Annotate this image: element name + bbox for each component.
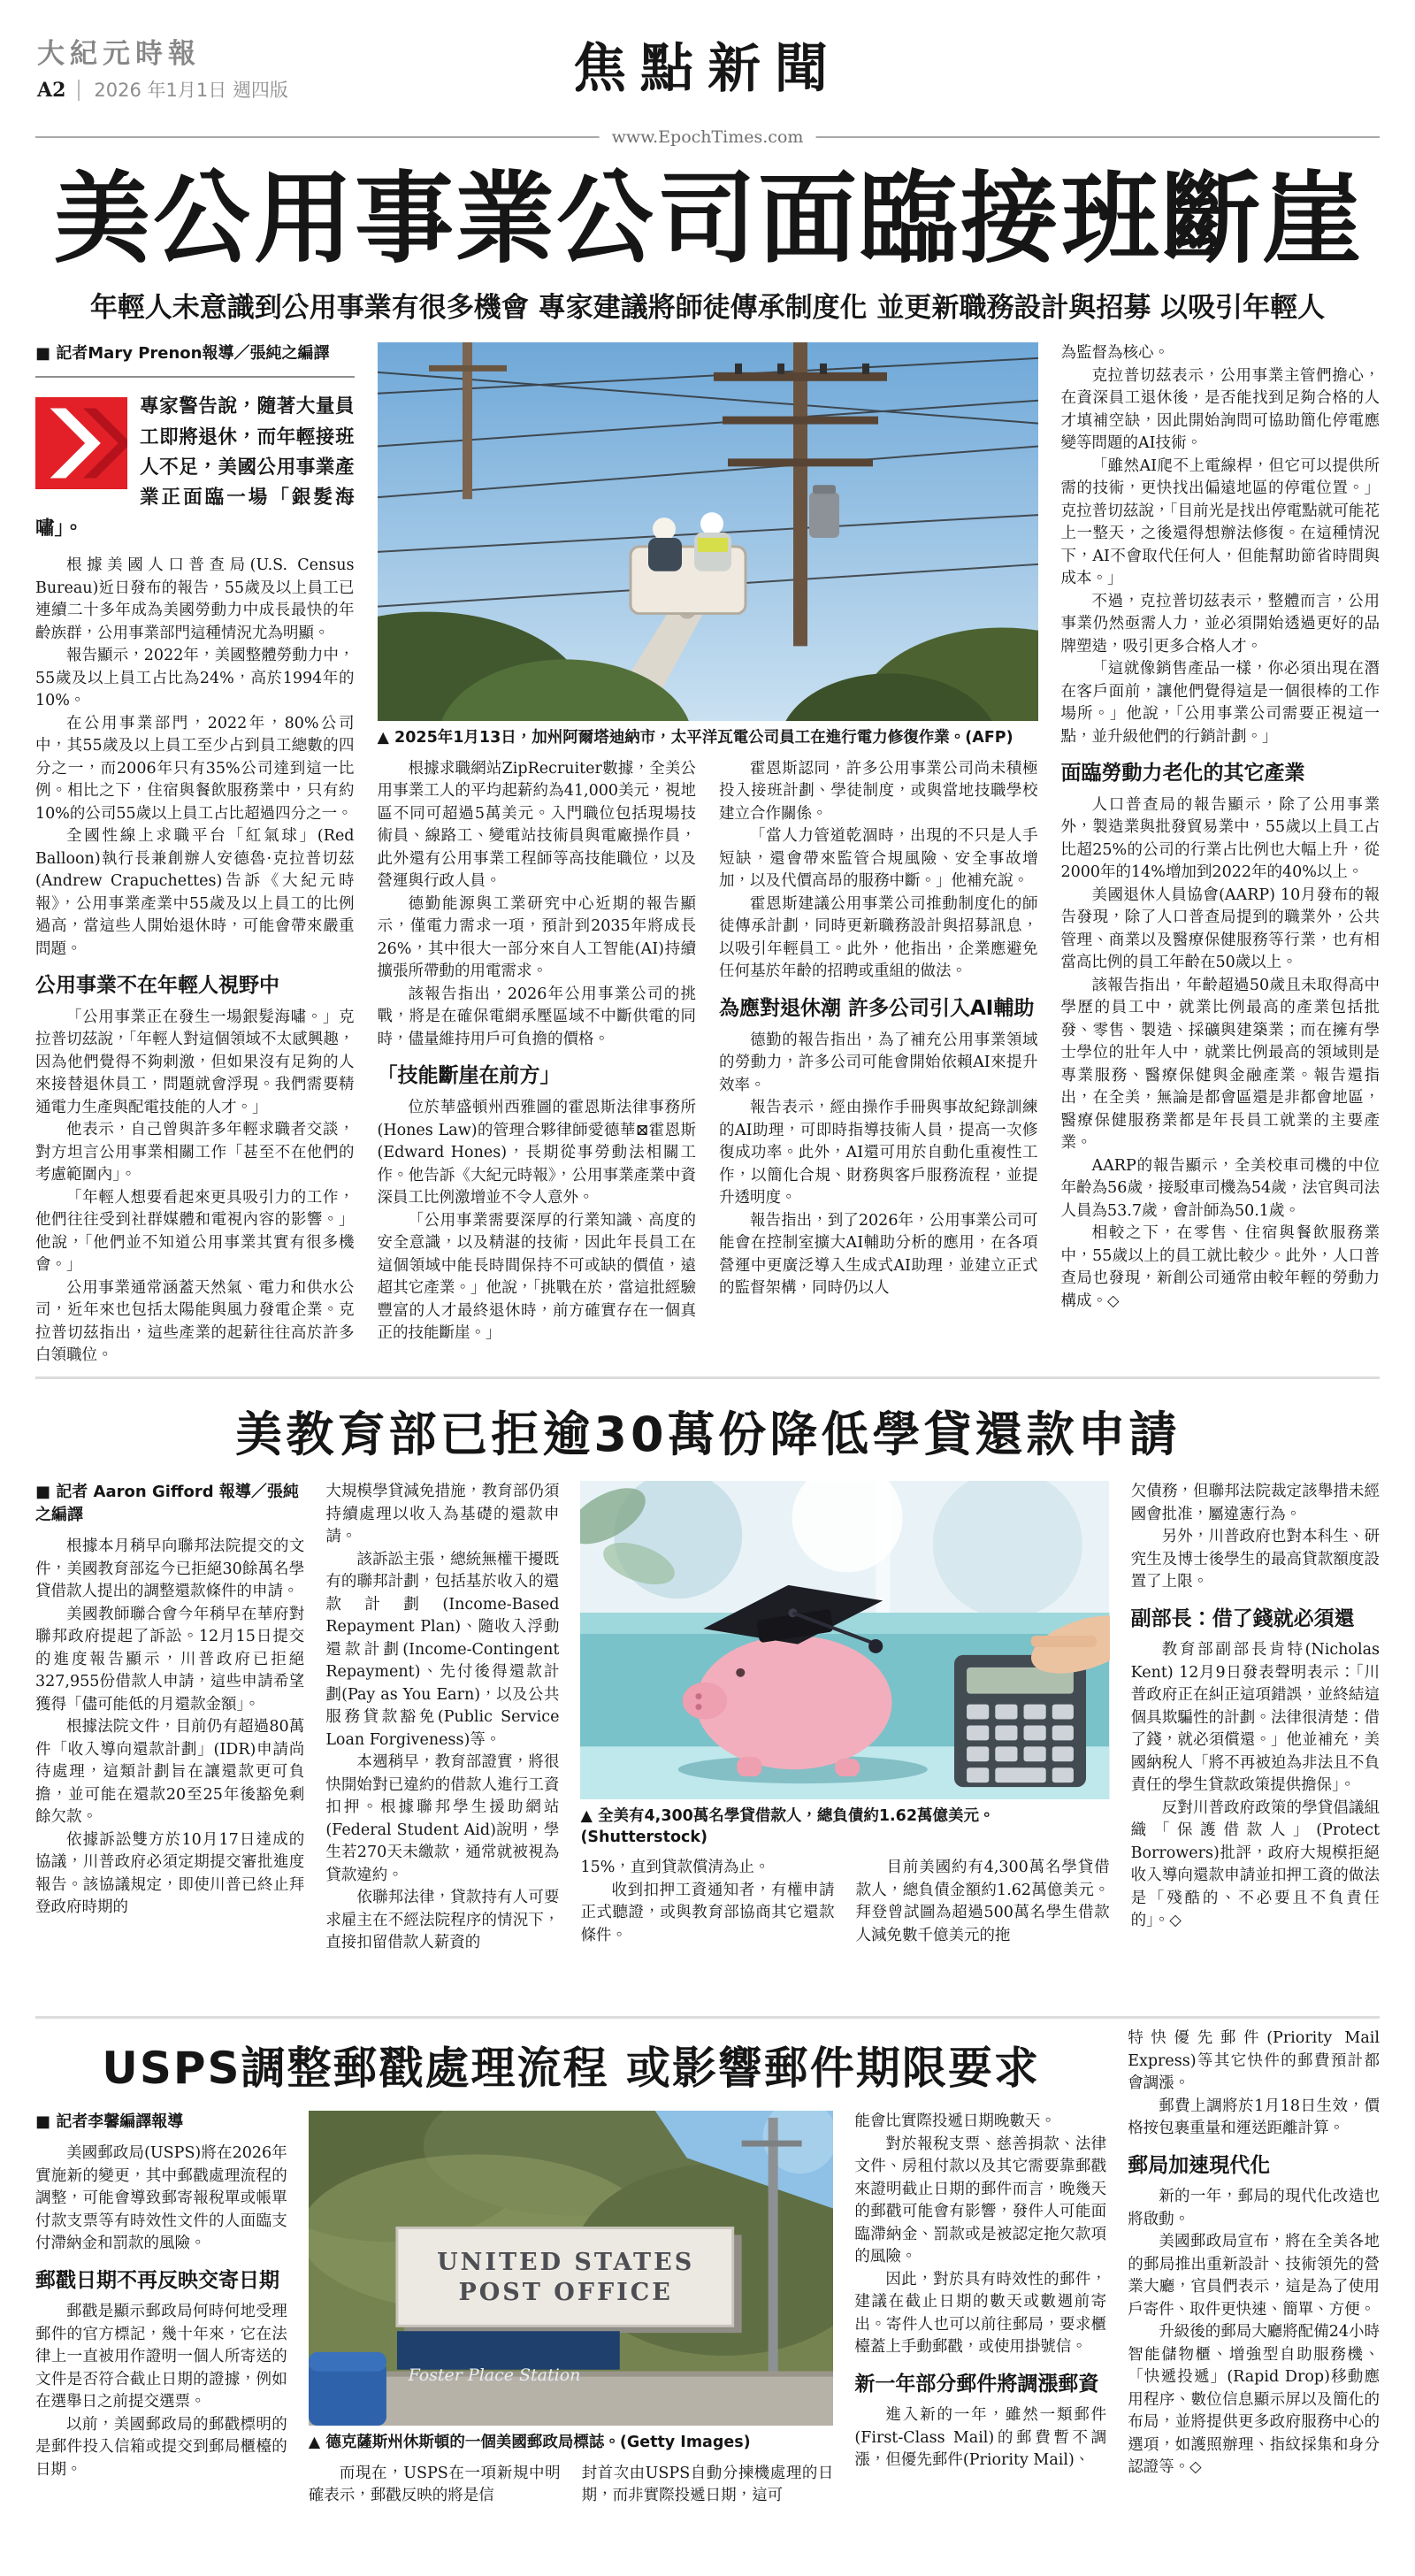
- article2-byline: ■ 記者 Aaron Gifford 報導／張純之編譯: [35, 1483, 299, 1525]
- paragraph: 大規模學貸減免措施，教育部仍須持續處理以收入為基礎的還款申請。: [325, 1483, 560, 1545]
- article1-column-1: [35, 342, 355, 1368]
- article1-lead: [35, 392, 355, 544]
- article2-photo-block: [580, 1481, 1109, 1857]
- paragraph: 「當人力管道乾涸時，出現的不只是人手短缺，還會帶來監管合規風險、安全事故增加，以及代價高昂的服務中斷。」他補充說。: [719, 827, 1038, 891]
- utility-workers-photo: [378, 342, 1038, 721]
- paragraph: 公用事業通常涵蓋天然氣、電力和供水公司，近年來也包括太陽能與風力發電企業。克拉普切茲指出，這些產業的起薪往往高於許多白領職位。: [35, 1278, 355, 1365]
- paragraph: 以前，美國郵政局的郵戳標明的是郵件投入信箱或提交到郵局櫃檯的日期。: [35, 2415, 287, 2479]
- paragraph: 教育部副部長肯特(Nicholas Kent) 12月9日發表聲明表示：「川普政府正在糾正這項錯誤，並終結這個具欺騙性的計劃。法律很清楚：借了錢，就必須償還。」他並補充，美國納稅人「將不再被迫為非法且不負責任的學生貸款政策提供擔保」。: [1130, 1641, 1380, 1795]
- article2-body: [35, 1388, 1380, 1955]
- paragraph: 他表示，自己曾與許多年輕求職者交談，對方坦言公用事業相關工作「甚至不在他們的考慮範圍內」。: [35, 1121, 355, 1184]
- paragraph: 德勤能源與工業研究中心近期的報告顯示，僅電力需求一項，預計到2035年將成長26%，其中很大一部分來自人工智能(AI)持續擴張所帶動的用電需求。: [377, 894, 696, 981]
- article3-byline: ■ 記者李馨編譯報導: [35, 2112, 184, 2131]
- masthead-left: [37, 39, 288, 103]
- article1-lead-text: 專家警告說，隨著大量員工即將退休，而年輕接班人不足，美國公用事業產業正面臨一場「銀髮海嘯」。: [35, 395, 355, 540]
- paragraph: 「這就像銷售產品一樣，你必須出現在潛在客戶面前，讓他們覺得這是一個很棒的工作場所。」他說，「公用事業公司需要正視這一點，並升級他們的行銷計劃。」: [1060, 660, 1380, 746]
- article2-column-1: [35, 1481, 304, 1955]
- article3-body: [35, 2028, 1380, 2508]
- paragraph: 「公用事業需要深厚的行業知識、高度的安全意識，以及精湛的技術，因此年長員工在這個領域中能長時間保持不可或缺的價值，遠超其它產業。」他說，「挑戰在於，當這批經驗豐富的人才最終退休時，前方確實存在一個真正的技能斷崖。」: [377, 1211, 696, 1343]
- article3-column-3: [582, 2463, 834, 2508]
- paragraph: 因此，對於具有時效性的郵件，建議在截止日期的數天或數週前寄出。寄件人也可以前往郵局，要求櫃檯蓋上手動郵戳，或使用掛號信。: [854, 2270, 1107, 2356]
- article3-subhead-3: 郵局加速現代化: [1128, 2153, 1271, 2177]
- article2-column-5: [1131, 1481, 1380, 1955]
- paragraph: 該訴訟主張，總統無權干擾既有的聯邦計劃，包括基於收入的還款計劃(Income-Based Repayment Plan)、隨收入浮動還款計劃(Income-Contingent Repayment)、先付後得還款計劃(Pay as You Earn)，以及公共服務貸款豁免(Public Service Loan Forgiveness)等。: [325, 1550, 560, 1749]
- article3-photo-block: [309, 2111, 834, 2463]
- article1-photo-caption: ▲ 2025年1月13日，加州阿爾塔迪納市，太平洋瓦電公司員工在進行電力修復作業。(AFP): [377, 729, 1013, 748]
- paragraph: 郵費上調將於1月18日生效，價格按包裹重量和運送距離計算。: [1128, 2097, 1380, 2137]
- article1-byline: ■ 記者Mary Prenon報導／張純之編譯: [35, 342, 355, 378]
- paragraph: 報告顯示，2022年，美國整體勞動力中，55歲及以上員工占比為24%，高於1994年的10%。: [35, 647, 355, 710]
- post-office-sign-text: UNITED STATES POST OFFICE: [437, 2249, 695, 2306]
- paragraph: 報告表示，經由操作手冊與事故紀錄訓練的AI助理，可即時指導技術人員，提高一次修復成功率。此外，AI還可用於自動化重複性工作，以簡化合規、財務與客戶服務流程，並提升透明度。: [719, 1099, 1038, 1208]
- paragraph: 依據訴訟雙方於10月17日達成的協議，川普政府必須定期提交審批進度報告。該協議規定，即使川普已終止拜登政府時期的: [35, 1830, 305, 1917]
- paragraph: 德勤的報告指出，為了補充公用事業領域的勞動力，許多公司可能會開始依賴AI來提升效率。: [719, 1031, 1038, 1094]
- paragraph: 新的一年，郵局的現代化改造也將啟動。: [1128, 2188, 1380, 2228]
- article-utilities: [35, 147, 1380, 1368]
- article2-column-3: [580, 1857, 834, 1954]
- page-number: A2: [37, 79, 66, 103]
- paragraph: 根據求職網站ZipRecruiter數據，全美公用事業工人的平均起薪約為41,000美元，視地區不同可超過5萬美元。入門職位包括現場技術員、線路工、變電站技術員與電廠操作員，此外還有公用事業工程師等高技能職位，以及營運與行政人員。: [377, 759, 696, 891]
- article2-subhead-1: 副部長：借了錢就必須還: [1130, 1606, 1355, 1630]
- paragraph: 15%，直到貸款償清為止。: [580, 1859, 770, 1877]
- article2-photo-caption: ▲ 全美有4,300萬名學貸借款人，總負債約1.62萬億美元。(Shutterstock): [580, 1807, 995, 1846]
- paragraph: 進入新的一年，雖然一類郵件(First-Class Mail)的郵費暫不調漲，但優先郵件(Priority Mail)、: [854, 2406, 1107, 2470]
- piggy-bank-photo: [580, 1481, 1109, 1799]
- article1-photo-block: [378, 342, 1038, 758]
- paragraph: 美國教師聯合會今年稍早在華府對聯邦政府提起了訴訟。12月15日提交的進度報告顯示，川普政府已拒絕327,955份借款人申請，這些申請希望獲得「儘可能低的月還款金額」。: [35, 1605, 305, 1714]
- paragraph: 依聯邦法律，貸款持有人可要求雇主在不經法院程序的情況下，直接扣留借款人薪資的: [325, 1889, 560, 1951]
- article1-deck: 年輕人未意識到公用事業有很多機會 專家建議將師徒傳承制度化 並更新職務設計與招募 以吸引年輕人: [89, 292, 1326, 325]
- article1-column-2: [378, 758, 697, 1368]
- page-info: [37, 76, 288, 103]
- paragraph: 對於報稅支票、慈善捐款、法律文件、房租付款以及其它需要靠郵戳來證明截止日期的郵件而言，晚幾天的郵戳可能會有影響，發件人可能面臨滯納金、罰款或是被認定拖欠款項的風險。: [854, 2135, 1107, 2266]
- article3-column-2: [309, 2463, 561, 2508]
- paragraph: 霍恩斯建議公用事業公司推動制度化的師徒傳承計劃，同時更新職務設計與招募訊息，以吸引年輕員工。此外，他指出，企業應避免任何基於年齡的招聘或重組的做法。: [719, 894, 1038, 981]
- article3-headline: USPS調整郵戳處理流程 或影響郵件期限要求: [102, 2043, 1040, 2094]
- paragraph: 根據法院文件，目前仍有超過80萬件「收入導向還款計劃」(IDR)申請尚待處理，這類計劃旨在讓還款更可負擔，並可能在還款20至25年後豁免剩餘欠款。: [35, 1718, 305, 1827]
- epoch-arrow-icon-svg: [35, 397, 127, 489]
- article3-column-5: [1128, 2028, 1380, 2508]
- paragraph: 而現在，USPS在一項新規中明確表示，郵戳反映的將是信: [308, 2464, 561, 2505]
- paragraph: 目前美國約有4,300萬名學貸借款人，總負債金額約1.62萬億美元。拜登曾試圖為超過500萬名學生借款人減免數千億美元的拖: [855, 1859, 1110, 1944]
- article1-subhead-3: 為應對退休潮 許多公司引入AI輔助: [719, 996, 1035, 1020]
- paragraph: 為監督為核心。: [1060, 344, 1169, 363]
- article1-body: [35, 342, 1380, 1368]
- paragraph: 特快優先郵件(Priority Mail Express)等其它快件的郵費預計都會調漲。: [1128, 2029, 1380, 2092]
- article3-photo-caption: ▲ 德克薩斯州休斯頓的一個美國郵政局標誌。(Getty Images): [308, 2434, 751, 2451]
- paragraph: 收到扣押工資通知者，有權申請正式聽證，或與教育部協商其它還款條件。: [580, 1881, 835, 1944]
- paragraph: 在公用事業部門，2022年，80%公司中，其55歲及以上員工至少占到員工總數的四分之一，而2006年只有35%公司達到這一比例。相比之下，住宿與餐飲服務業中，只有約10%的公司55歲以上員工占比超過四分之一。: [35, 714, 355, 823]
- paragraph: 「公用事業正在發生一場銀髮海嘯。」克拉普切茲說，「年輕人對這個領域不太感興趣，因為他們覺得不夠刺激，但如果沒有足夠的人來接替退休員工，問題就會浮現。我們需要精通電力生產與配電技能的人才。」: [35, 1008, 355, 1116]
- article-usps: [35, 2028, 1380, 2576]
- paragraph: 根據本月稍早向聯邦法院提交的文件，美國教育部迄今已拒絕30餘萬名學貸借款人提出的調整還款條件的申請。: [35, 1537, 305, 1601]
- paragraph: 位於華盛頓州西雅圖的霍恩斯法律事務所(Hones Law)的管理合夥律師愛德華⊠霍恩斯(Edward Hones)，長期從事勞動法相關工作。他告訴《大紀元時報》，公用事業產業中資深員工比例激增並不令人意外。: [377, 1099, 696, 1208]
- section-divider: [35, 2016, 1380, 2019]
- article2-column-2: [325, 1481, 559, 1955]
- paragraph: 全國性線上求職平台「紅氣球」(Red Balloon)執行長兼創辦人安德魯·克拉普切茲(Andrew Crapuchettes)告訴《大紀元時報》，公用事業產業中55歲及以上員工的比例過高，當這些人開始退休時，可能會帶來嚴重問題。: [35, 827, 355, 958]
- paragraph: 反對川普政府政策的學貸倡議組織「保護借款人」(Protect Borrowers)批評，政府大規模拒絕收入導向還款申請並扣押工資的做法是「殘酷的、不必要且不負責任的」。◇: [1130, 1798, 1380, 1930]
- paragraph: 霍恩斯認同，許多公用事業公司尚未積極投入接班計劃、學徒制度，或與當地技職學校建立合作關係。: [719, 759, 1038, 823]
- article1-headline: 美公用事業公司面臨接班斷崖: [52, 161, 1363, 277]
- newspaper-logo: 大紀元時報: [37, 38, 201, 70]
- paragraph: 能會比實際投遞日期晚數天。: [854, 2112, 1056, 2130]
- paragraph: 「年輕人想要看起來更具吸引力的工作，他們往往受到社群媒體和電視內容的影響。」他說，「他們並不知道公用事業其實有很多機會。」: [35, 1188, 355, 1275]
- paragraph: 美國退休人員協會(AARP) 10月發布的報告發現，除了人口普查局提到的職業外，公共管理、商業以及醫療保健服務等行業，也有相當高比例的員工年齡在50歲以上。: [1060, 886, 1380, 972]
- paragraph: 本週稍早，教育部證實，將很快開始對已違約的借款人進行工資扣押。根據聯邦學生援助網站(Federal Student Aid)說明，學生若270天未繳款，通常就被視為貸款違約。: [325, 1753, 560, 1884]
- article2-headline: 美教育部已拒逾30萬份降低學貸還款申請: [234, 1407, 1181, 1462]
- masthead: [35, 0, 1380, 147]
- article-student-loans: [35, 1388, 1380, 2007]
- article2-column-4: [856, 1857, 1110, 1954]
- paragraph: 另外，川普政府也對本科生、研究生及博士後學生的最高貸款額度設置了上限。: [1130, 1528, 1380, 1591]
- epoch-arrow-icon: [35, 397, 127, 489]
- article3-subhead-1: 郵戳日期不再反映交寄日期: [35, 2268, 279, 2292]
- article1-column-4: [1061, 342, 1381, 1368]
- paragraph: 「雖然AI爬不上電線桿，但它可以提供所需的技術，更快找出偏遠地區的停電位置。」克拉普切茲說，「目前光是找出停電點就可能花上一整天，之後還得想辦法修復。在這種情況下，AI不會取代任何人，但能幫助節省時間與成本。」: [1060, 456, 1380, 588]
- paragraph: 報告指出，到了2026年，公用事業公司可能會在控制室擴大AI輔助分析的應用，在各項營運中更廣泛導入生成式AI助理，並建立正式的監督架構，同時仍以人: [719, 1211, 1038, 1298]
- paragraph: AARP的報告顯示，全美校車司機的中位年齡為56歲，接駁車司機為54歲，法官與司法人員為53.7歲，會計師為50.1歲。: [1060, 1156, 1380, 1220]
- station-sign-text: Foster Place Station: [408, 2365, 581, 2386]
- article1-subhead-1: 公用事業不在年輕人視野中: [35, 974, 279, 998]
- article1-subhead-2: 「技能斷崖在前方」: [377, 1064, 561, 1088]
- header-rule: [35, 126, 1380, 147]
- paragraph: 美國郵政局(USPS)將在2026年實施新的變更，其中郵戳處理流程的調整，可能會導致郵寄報稅單或帳單付款支票等有時效性文件的人面臨支付滯納金和罰款的風險。: [35, 2144, 287, 2253]
- section-title: 焦點新聞: [573, 38, 842, 100]
- paragraph: 該報告指出，年齡超過50歲且未取得高中學歷的員工中，就業比例最高的產業包括批發、零售、製造、採礦與建築業；而在擁有學士學位的壯年人中，就業比例最高的領域則是專業服務、醫療保健與金融產業。報告還指出，在全美，無論是都會區還是非都會地區，醫療保健服務業都是年長員工就業的主要產業。: [1060, 976, 1380, 1153]
- article3-column-4: [854, 2111, 1106, 2508]
- paragraph: 根據美國人口普查局(U.S. Census Bureau)近日發布的報告，55歲及以上員工已連續二十多年成為美國勞動力中成長最快的年齡族群，公用事業部門這種情況尤為明顯。: [35, 556, 355, 642]
- paragraph: 相較之下，在零售、住宿與餐飲服務業中，55歲以上的員工就比較少。此外，人口普查局也發現，新創公司通常由較年輕的勞動力構成。◇: [1060, 1224, 1380, 1310]
- article3-subhead-2: 新一年部分郵件將調漲郵資: [854, 2372, 1099, 2396]
- paragraph: 不過，克拉普切茲表示，整體而言，公用事業仍然亟需人力，並必須開始透過更好的品牌塑造，吸引更多合格人才。: [1060, 592, 1380, 656]
- website-url: www.EpochTimes.com: [600, 127, 816, 147]
- paragraph: 升級後的郵局大廳將配備24小時智能儲物櫃、增強型自助服務機、「快遞投遞」(Rapid Drop)移動應用程序、數位信息顯示屏以及簡化的布局，並將提供更多政府服務中心的選項，如護照辦理、指紋採集和身分認證等。◇: [1128, 2323, 1380, 2477]
- paragraph: 封首次由USPS自動分揀機處理的日期，而非實際投遞日期，這可: [581, 2464, 834, 2505]
- article1-column-3: [719, 758, 1038, 1368]
- article1-subhead-4: 面臨勞動力老化的其它產業: [1060, 762, 1305, 786]
- paragraph: 美國郵政局宣布，將在全美各地的郵局推出重新設計、技術領先的營業大廳，官員們表示，這是為了使用戶寄件、取件更快速、簡單、方便。: [1128, 2233, 1380, 2319]
- paragraph: 郵戳是顯示郵政局何時何地受理郵件的官方標記，幾十年來，它在法律上一直被用作證明一個人所寄送的文件是否符合截止日期的證據，例如在選舉日之前提交選票。: [35, 2303, 287, 2411]
- article3-column-1: [35, 2111, 287, 2508]
- section-divider: [35, 1376, 1380, 1379]
- paragraph: 該報告指出，2026年公用事業公司的挑戰，將是在確保電網承壓區域不中斷供電的同時，儘量維持用戶可負擔的價格。: [377, 985, 696, 1048]
- paragraph: 人口普查局的報告顯示，除了公用事業外，製造業與批發貿易業中，55歲以上員工占比超25%的公司的行業占比例也大幅上升，從2000年的14%增加到2022年的40%以上。: [1060, 795, 1380, 882]
- paragraph: 克拉普切茲表示，公用事業主管們擔心，在資深員工退休後，是否能找到足夠合格的人才填補空缺，因此開始詢問可協助簡化停電應變等問題的AI技術。: [1060, 366, 1380, 453]
- issue-date: 2026 年1月1日 週四版: [78, 80, 288, 101]
- paragraph: 欠債務，但聯邦法院裁定該舉措未經國會批准，屬違憲行為。: [1130, 1483, 1380, 1523]
